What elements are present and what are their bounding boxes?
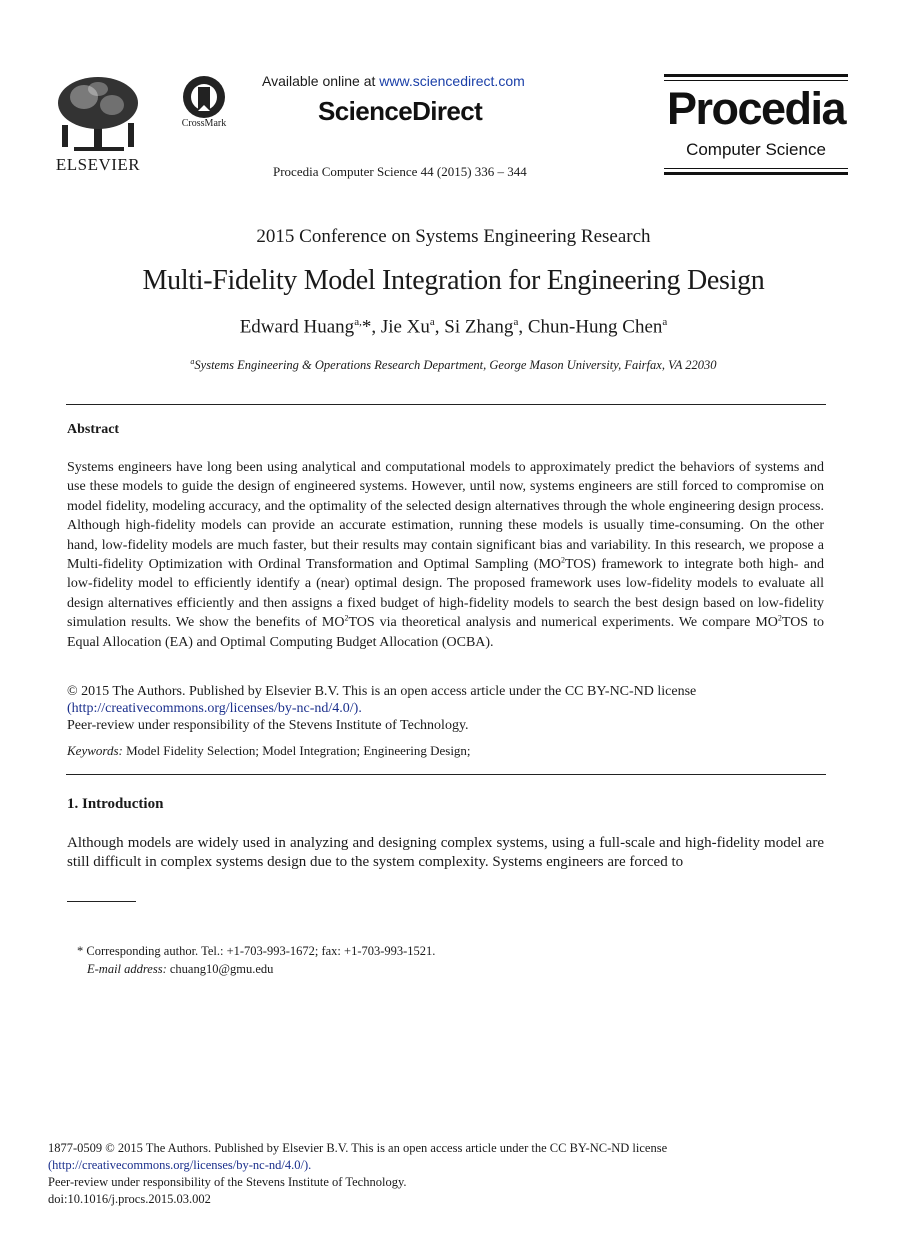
procedia-bottom-bar [664,172,848,175]
email-label: E-mail address: [87,962,167,976]
procedia-top-thin-bar [664,80,848,81]
procedia-wordmark: Procedia [666,83,846,134]
footnote-rule [67,901,136,902]
abstract-text-2: TOS) framework to integrate both high- and low-fidelity model to efficiently identify a (near) optimal design. The proposed framework uses low-fidelity models to evaluate all design alternatives efficiently and then assigns a fixed budget of high-fidelity models to search the best design based on low-fidelity simulation results. We show the benefits of MO [67,557,824,631]
paper-title: Multi-Fidelity Model Integration for Engineering Design [142,265,765,296]
abstract-text-1: Systems engineers have long been using analytical and computational models to approximately predict the behaviors of systems and use these models to guide the design of engineered systems. However, until now, systems engineers are still forced to compromise on model fidelity, modeling accuracy, and the optimality of the selected design alternatives through the whole engineering design process. Although high-fidelity models can provide an accurate estimation, running these models is usually time-consuming. On the other hand, low-fidelity models are much faster, but their results may contain significant bias and variability. In this research, we propose a Multi-fidelity Optimization with Ordinal Transformation and Optimal Sampling (MO [67,460,824,573]
author-separator: , [371,316,381,338]
author-affil-sup: a [429,316,435,328]
superscript: 2 [344,613,349,623]
superscript: 2 [777,613,782,623]
journal-reference: Procedia Computer Science 44 (2015) 336 – 344 [273,164,527,179]
introduction-heading: 1. Introduction [67,796,164,812]
author-name: Si Zhang [444,316,514,338]
author-affil-sup: a [662,316,668,328]
email-address[interactable]: chuang10@gmu.edu [166,962,274,976]
crossmark-label: CrossMark [181,118,227,129]
procedia-subtitle: Computer Science [686,140,826,159]
copyright-notice [67,683,824,734]
corresponding-marker: * [361,316,372,338]
elsevier-logo[interactable] [50,75,146,175]
keywords-label: Keywords: [67,743,123,758]
available-prefix: Available online at [262,73,380,89]
author-name: Jie Xu [380,316,430,338]
affiliation-sup: a [190,357,195,366]
author-name: Chun-Hung Chen [527,316,663,338]
footnote [77,942,817,978]
license-link[interactable]: (http://creativecommons.org/licenses/by-nc-nd/4.0/). [67,701,362,716]
conference-name: 2015 Conference on Systems Engineering Research [256,226,651,247]
issn-copyright: 1877-0509 © 2015 The Authors. Published by Elsevier B.V. This is an open access article under the CC BY-NC-ND license [48,1141,668,1155]
author-list [0,316,907,338]
abstract-bottom-rule [66,774,826,775]
elsevier-tree-icon [54,75,142,155]
doi[interactable]: doi:10.1016/j.procs.2015.03.002 [48,1192,211,1206]
procedia-bottom-thin-bar [664,168,848,169]
keywords-list: Model Fidelity Selection; Model Integration; Engineering Design; [122,743,471,758]
abstract-text-4: TOS to Equal Allocation (EA) and Optimal Computing Budget Allocation (OCBA). [67,615,824,650]
copyright-line: © 2015 The Authors. Published by Elsevier B.V. This is an open access article under the CC BY-NC-ND license [67,684,697,699]
peer-review-line: Peer-review under responsibility of the Stevens Institute of Technology. [67,718,469,733]
author-separator: , [518,316,528,338]
abstract-heading: Abstract [67,422,120,437]
abstract-body [67,458,824,652]
elsevier-wordmark: ELSEVIER [55,155,141,174]
sciencedirect-link[interactable]: www.sciencedirect.com [379,73,525,89]
procedia-top-bar [664,74,848,77]
affiliation-text: Systems Engineering & Operations Research Department, George Mason University, Fairfax, VA 22030 [194,358,717,373]
bottom-license-link[interactable]: (http://creativecommons.org/licenses/by-nc-nd/4.0/). [48,1158,312,1172]
available-online [262,73,525,89]
sciencedirect-wordmark: ScienceDirect [318,96,483,126]
abstract-text-3: TOS via theoretical analysis and numerical experiments. We compare MO [348,615,778,631]
affiliation [0,357,907,373]
corresponding-author: * Corresponding author. Tel.: +1-703-993-1672; fax: +1-703-993-1521. [77,944,436,958]
author-separator: , [434,316,445,338]
author-affil-sup: a, [354,316,362,328]
bottom-peer-review: Peer-review under responsibility of the Stevens Institute of Technology. [48,1175,407,1189]
bottom-publication-info [48,1140,808,1208]
author-affil-sup: a [513,316,519,328]
procedia-logo[interactable] [664,74,848,175]
keywords [67,743,824,759]
abstract-top-rule [66,404,826,405]
superscript: 2 [561,555,565,565]
introduction-body: Although models are widely used in analyzing and designing complex systems, using a full-scale and high-fidelity model are still difficult in complex systems design due to the system complexity. Systems engineers are forced to [67,835,824,871]
author-name: Edward Huang [239,316,355,338]
